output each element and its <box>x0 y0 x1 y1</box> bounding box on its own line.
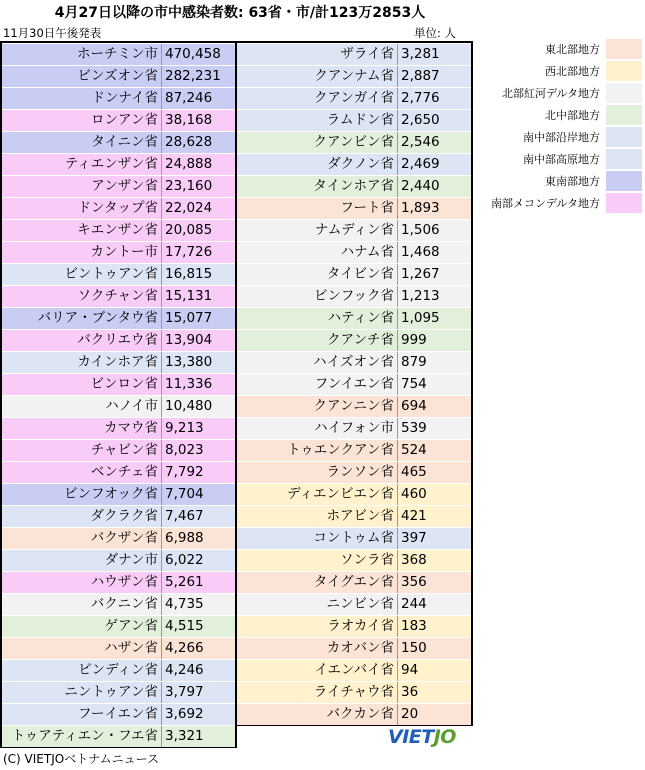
province-name: ディエンビエン省 <box>237 484 398 505</box>
legend-label: 南部メコンデルタ地方 <box>490 197 600 210</box>
legend-swatch <box>606 83 642 103</box>
legend-label: 東南部地方 <box>545 175 600 188</box>
case-count: 2,469 <box>398 154 471 175</box>
province-name: バクザン省 <box>2 528 162 549</box>
province-name: イエンバイ省 <box>237 660 398 681</box>
table-row <box>2 373 235 395</box>
table-row <box>237 285 471 307</box>
case-table-left <box>0 41 237 748</box>
table-row <box>237 637 471 659</box>
case-table-right <box>235 41 473 726</box>
legend-item <box>480 170 642 192</box>
table-row <box>237 681 471 703</box>
table-row <box>2 307 235 329</box>
table-row <box>2 175 235 197</box>
case-count: 694 <box>398 396 471 417</box>
province-name: ビンディン省 <box>2 660 162 681</box>
table-row <box>2 263 235 285</box>
table-row <box>237 197 471 219</box>
province-name: ダクノン省 <box>237 154 398 175</box>
table-row <box>237 175 471 197</box>
table-row <box>237 241 471 263</box>
case-count: 3,692 <box>162 704 235 725</box>
table-row <box>237 109 471 131</box>
legend-item <box>480 148 642 170</box>
province-name: カマウ省 <box>2 418 162 439</box>
case-count: 11,336 <box>162 374 235 395</box>
case-count: 5,261 <box>162 572 235 593</box>
table-row <box>237 329 471 351</box>
province-name: クアンチ省 <box>237 330 398 351</box>
province-name: ザライ省 <box>237 44 398 65</box>
case-count: 8,023 <box>162 440 235 461</box>
table-row <box>2 637 235 659</box>
case-count: 20 <box>398 704 471 725</box>
table-row <box>2 241 235 263</box>
province-name: カインホア省 <box>2 352 162 373</box>
legend-swatch <box>606 105 642 125</box>
legend-item <box>480 60 642 82</box>
case-count: 3,797 <box>162 682 235 703</box>
province-name: カオバン省 <box>237 638 398 659</box>
case-count: 1,213 <box>398 286 471 307</box>
table-row <box>237 307 471 329</box>
legend-label: 西北部地方 <box>545 65 600 78</box>
case-count: 999 <box>398 330 471 351</box>
case-count: 1,893 <box>398 198 471 219</box>
case-count: 4,246 <box>162 660 235 681</box>
province-name: ドンナイ省 <box>2 88 162 109</box>
table-row <box>2 703 235 725</box>
logo-text-viet: VIET <box>388 726 434 748</box>
legend-item <box>480 38 642 60</box>
table-row <box>237 593 471 615</box>
table-row <box>237 65 471 87</box>
province-name: ホアビン省 <box>237 506 398 527</box>
legend-item <box>480 104 642 126</box>
legend-label: 北中部地方 <box>545 109 600 122</box>
province-name: ライチャウ省 <box>237 682 398 703</box>
case-count: 244 <box>398 594 471 615</box>
table-row <box>237 153 471 175</box>
province-name: タイニン省 <box>2 132 162 153</box>
case-count: 9,213 <box>162 418 235 439</box>
table-row <box>237 263 471 285</box>
province-name: バクカン省 <box>237 704 398 725</box>
province-name: ハザン省 <box>2 638 162 659</box>
table-row <box>237 131 471 153</box>
province-name: ハウザン省 <box>2 572 162 593</box>
case-count: 421 <box>398 506 471 527</box>
table-row <box>2 285 235 307</box>
case-count: 1,267 <box>398 264 471 285</box>
province-name: バクニン省 <box>2 594 162 615</box>
legend-swatch <box>606 149 642 169</box>
province-name: ラムドン省 <box>237 110 398 131</box>
province-name: チャビン省 <box>2 440 162 461</box>
case-count: 183 <box>398 616 471 637</box>
table-row <box>2 527 235 549</box>
table-row <box>237 703 471 725</box>
table-row <box>237 395 471 417</box>
case-count: 13,904 <box>162 330 235 351</box>
province-name: バクリエウ省 <box>2 330 162 351</box>
province-name: ダナン市 <box>2 550 162 571</box>
table-row <box>237 351 471 373</box>
copyright-credit: (C) VIETJOベトナムニュース <box>3 752 160 766</box>
case-count: 282,231 <box>162 66 235 87</box>
province-name: ハナム省 <box>237 242 398 263</box>
table-row <box>2 483 235 505</box>
case-count: 4,735 <box>162 594 235 615</box>
case-count: 87,246 <box>162 88 235 109</box>
legend-swatch <box>606 127 642 147</box>
province-name: ビンフオック省 <box>2 484 162 505</box>
province-name: ロンアン省 <box>2 110 162 131</box>
province-name: ニンビン省 <box>237 594 398 615</box>
case-count: 22,024 <box>162 198 235 219</box>
table-row <box>2 659 235 681</box>
province-name: ニントゥアン省 <box>2 682 162 703</box>
table-row <box>2 219 235 241</box>
province-name: キエンザン省 <box>2 220 162 241</box>
table-row <box>2 329 235 351</box>
province-name: クアンナム省 <box>237 66 398 87</box>
province-name: アンザン省 <box>2 176 162 197</box>
province-name: トゥエンクアン省 <box>237 440 398 461</box>
legend-swatch <box>606 39 642 59</box>
case-count: 2,887 <box>398 66 471 87</box>
case-count: 368 <box>398 550 471 571</box>
province-name: ハティン省 <box>237 308 398 329</box>
table-row <box>237 439 471 461</box>
case-count: 6,988 <box>162 528 235 549</box>
table-row <box>2 439 235 461</box>
table-row <box>2 65 235 87</box>
case-count: 460 <box>398 484 471 505</box>
table-row <box>2 417 235 439</box>
province-name: ビンズオン省 <box>2 66 162 87</box>
province-name: ハイズオン省 <box>237 352 398 373</box>
table-row <box>237 461 471 483</box>
case-count: 23,160 <box>162 176 235 197</box>
province-name: ゲアン省 <box>2 616 162 637</box>
case-count: 539 <box>398 418 471 439</box>
legend-item <box>480 82 642 104</box>
legend-label: 南中部高原地方 <box>523 153 600 166</box>
province-name: ティエンザン省 <box>2 154 162 175</box>
province-name: ビンフック省 <box>237 286 398 307</box>
table-row <box>237 615 471 637</box>
province-name: クアンビン省 <box>237 132 398 153</box>
case-count: 150 <box>398 638 471 659</box>
legend-swatch <box>606 61 642 81</box>
legend-swatch <box>606 193 642 213</box>
case-count: 13,380 <box>162 352 235 373</box>
table-row <box>237 549 471 571</box>
table-row <box>2 87 235 109</box>
province-name: クアンニン省 <box>237 396 398 417</box>
case-count: 20,085 <box>162 220 235 241</box>
legend-label: 北部紅河デルタ地方 <box>501 87 600 100</box>
province-name: ナムディン省 <box>237 220 398 241</box>
table-row <box>2 505 235 527</box>
province-name: ビントゥアン省 <box>2 264 162 285</box>
case-count: 754 <box>398 374 471 395</box>
table-row <box>237 571 471 593</box>
table-row <box>2 549 235 571</box>
case-count: 94 <box>398 660 471 681</box>
province-name: タイグエン省 <box>237 572 398 593</box>
case-count: 17,726 <box>162 242 235 263</box>
case-count: 15,077 <box>162 308 235 329</box>
case-count: 2,546 <box>398 132 471 153</box>
table-row <box>2 571 235 593</box>
case-count: 3,281 <box>398 44 471 65</box>
legend-label: 東北部地方 <box>545 43 600 56</box>
case-count: 1,506 <box>398 220 471 241</box>
legend-label: 南中部沿岸地方 <box>523 131 600 144</box>
case-count: 465 <box>398 462 471 483</box>
province-name: クアンガイ省 <box>237 88 398 109</box>
case-count: 36 <box>398 682 471 703</box>
province-name: コントゥム省 <box>237 528 398 549</box>
case-count: 38,168 <box>162 110 235 131</box>
table-row <box>2 109 235 131</box>
table-row <box>237 483 471 505</box>
case-count: 7,467 <box>162 506 235 527</box>
case-count: 470,458 <box>162 44 235 65</box>
case-count: 6,022 <box>162 550 235 571</box>
province-name: ダクラク省 <box>2 506 162 527</box>
case-count: 1,468 <box>398 242 471 263</box>
vietjo-logo <box>388 726 456 748</box>
table-row <box>237 43 471 65</box>
case-count: 2,650 <box>398 110 471 131</box>
table-row <box>2 43 235 65</box>
case-count: 16,815 <box>162 264 235 285</box>
province-name: フート省 <box>237 198 398 219</box>
table-row <box>2 681 235 703</box>
table-row <box>237 87 471 109</box>
table-row <box>2 725 235 747</box>
case-count: 24,888 <box>162 154 235 175</box>
table-row <box>2 615 235 637</box>
case-count: 879 <box>398 352 471 373</box>
case-count: 28,628 <box>162 132 235 153</box>
case-count: 3,321 <box>162 726 235 747</box>
province-name: ビンロン省 <box>2 374 162 395</box>
province-name: フンイエン省 <box>237 374 398 395</box>
province-name: ハノイ市 <box>2 396 162 417</box>
province-name: タインホア省 <box>237 176 398 197</box>
case-count: 10,480 <box>162 396 235 417</box>
legend-swatch <box>606 171 642 191</box>
table-row <box>237 219 471 241</box>
table-row <box>2 153 235 175</box>
table-row <box>237 373 471 395</box>
case-count: 397 <box>398 528 471 549</box>
case-count: 2,440 <box>398 176 471 197</box>
case-count: 4,266 <box>162 638 235 659</box>
case-count: 4,515 <box>162 616 235 637</box>
province-name: ドンタップ省 <box>2 198 162 219</box>
province-name: ソンラ省 <box>237 550 398 571</box>
case-count: 7,704 <box>162 484 235 505</box>
legend-item <box>480 126 642 148</box>
legend-item <box>480 192 642 214</box>
province-name: ホーチミン市 <box>2 44 162 65</box>
table-row <box>2 593 235 615</box>
logo-text-jo: JO <box>433 726 456 748</box>
province-name: タイビン省 <box>237 264 398 285</box>
table-row <box>2 395 235 417</box>
province-name: ハイフォン市 <box>237 418 398 439</box>
table-row <box>237 417 471 439</box>
province-name: ソクチャン省 <box>2 286 162 307</box>
table-row <box>237 659 471 681</box>
case-count: 524 <box>398 440 471 461</box>
case-count: 15,131 <box>162 286 235 307</box>
table-row <box>2 351 235 373</box>
province-name: ランソン省 <box>237 462 398 483</box>
province-name: ベンチェ省 <box>2 462 162 483</box>
case-count: 2,776 <box>398 88 471 109</box>
province-name: フーイエン省 <box>2 704 162 725</box>
case-count: 7,792 <box>162 462 235 483</box>
province-name: バリア・ブンタウ省 <box>2 308 162 329</box>
case-count: 356 <box>398 572 471 593</box>
table-row <box>2 461 235 483</box>
table-row <box>237 527 471 549</box>
unit-label: 単位: 人 <box>414 26 457 40</box>
table-row <box>2 131 235 153</box>
province-name: ラオカイ省 <box>237 616 398 637</box>
province-name: トゥアティエン・フエ省 <box>2 726 162 747</box>
province-name: カントー市 <box>2 242 162 263</box>
table-row <box>2 197 235 219</box>
case-count: 1,095 <box>398 308 471 329</box>
page-title: 4月27日以降の市中感染者数: 63省・市/計123万2853人 <box>54 5 426 21</box>
table-row <box>237 505 471 527</box>
announcement-date: 11月30日午後発表 <box>3 26 102 40</box>
